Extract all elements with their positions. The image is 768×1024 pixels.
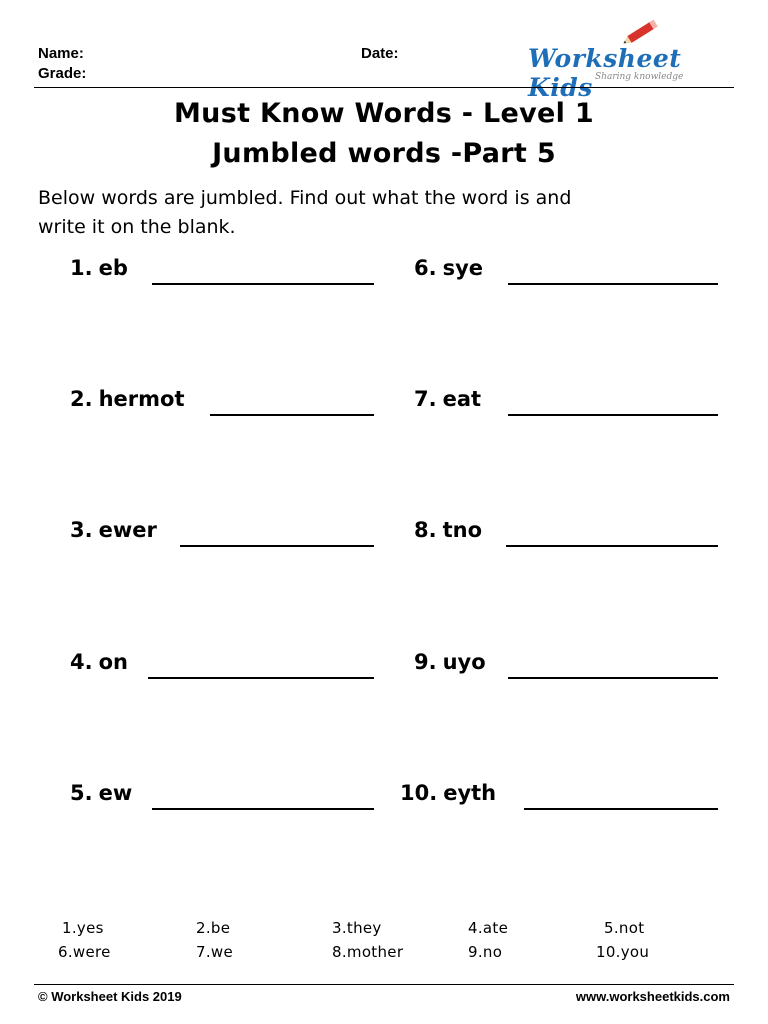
- page-title: Must Know Words - Level 1: [174, 98, 594, 129]
- jumbled-word: tno: [442, 518, 483, 542]
- jumbled-word: uyo: [442, 650, 486, 674]
- question-number: 7.: [414, 387, 437, 411]
- answer-key-item: 5.not: [604, 919, 645, 937]
- question-1: [70, 256, 128, 280]
- question-number: 3.: [70, 518, 93, 542]
- question-number: 5.: [70, 781, 93, 805]
- question-number: 2.: [70, 387, 93, 411]
- answer-key-item: 8.mother: [332, 943, 404, 961]
- question-number: 6.: [414, 256, 437, 280]
- name-label: Name:: [38, 45, 84, 62]
- answer-blank-4[interactable]: [148, 677, 374, 679]
- jumbled-word: eat: [442, 387, 482, 411]
- answer-blank-10[interactable]: [524, 808, 718, 810]
- answer-key-item: 9.no: [468, 943, 503, 961]
- question-7: [414, 387, 481, 411]
- website-link[interactable]: www.worksheetkids.com: [575, 989, 730, 1004]
- question-number: 4.: [70, 650, 93, 674]
- answer-blank-7[interactable]: [508, 414, 718, 416]
- question-3: [70, 518, 157, 542]
- jumbled-word: ewer: [98, 518, 157, 542]
- answer-blank-9[interactable]: [508, 677, 718, 679]
- pencil-icon: [619, 16, 667, 46]
- footer-divider: [34, 984, 734, 985]
- worksheet-kids-logo: [525, 16, 733, 102]
- jumbled-word: on: [98, 650, 128, 674]
- question-8: [414, 518, 482, 542]
- question-5: [70, 781, 132, 805]
- answer-blank-6[interactable]: [508, 283, 718, 285]
- jumbled-word: eb: [98, 256, 128, 280]
- question-number: 9.: [414, 650, 437, 674]
- header-divider: [34, 87, 734, 88]
- question-number: 8.: [414, 518, 437, 542]
- logo-tagline: Sharing knowledge: [595, 72, 684, 82]
- answer-key-item: 3.they: [332, 919, 382, 937]
- answer-blank-8[interactable]: [506, 545, 718, 547]
- question-10: [400, 781, 496, 805]
- date-label: Date:: [361, 45, 399, 62]
- question-number: 1.: [70, 256, 93, 280]
- answer-blank-3[interactable]: [180, 545, 374, 547]
- question-6: [414, 256, 483, 280]
- question-2: [70, 387, 185, 411]
- answer-key-item: 4.ate: [468, 919, 509, 937]
- answer-blank-1[interactable]: [152, 283, 374, 285]
- copyright-text: © Worksheet Kids 2019: [38, 989, 182, 1004]
- question-number: 10.: [400, 781, 438, 805]
- answer-blank-5[interactable]: [152, 808, 374, 810]
- instructions-line-1: Below words are jumbled. Find out what the word is and: [38, 187, 572, 209]
- page-subtitle: Jumbled words -Part 5: [212, 138, 556, 169]
- jumbled-word: ew: [98, 781, 133, 805]
- answer-key-item: 6.were: [58, 943, 111, 961]
- question-9: [414, 650, 486, 674]
- logo-text: Worksheet Kids: [528, 44, 682, 102]
- instructions-line-2: write it on the blank.: [38, 216, 236, 238]
- answer-key-item: 1.yes: [62, 919, 104, 937]
- answer-key-item: 10.you: [596, 943, 650, 961]
- jumbled-word: hermot: [98, 387, 185, 411]
- question-4: [70, 650, 128, 674]
- answer-key-item: 7.we: [196, 943, 234, 961]
- jumbled-word: eyth: [443, 781, 497, 805]
- instructions: [38, 184, 678, 242]
- jumbled-word: sye: [442, 256, 484, 280]
- answer-key-item: 2.be: [196, 919, 231, 937]
- answer-blank-2[interactable]: [210, 414, 374, 416]
- grade-label: Grade:: [38, 65, 87, 82]
